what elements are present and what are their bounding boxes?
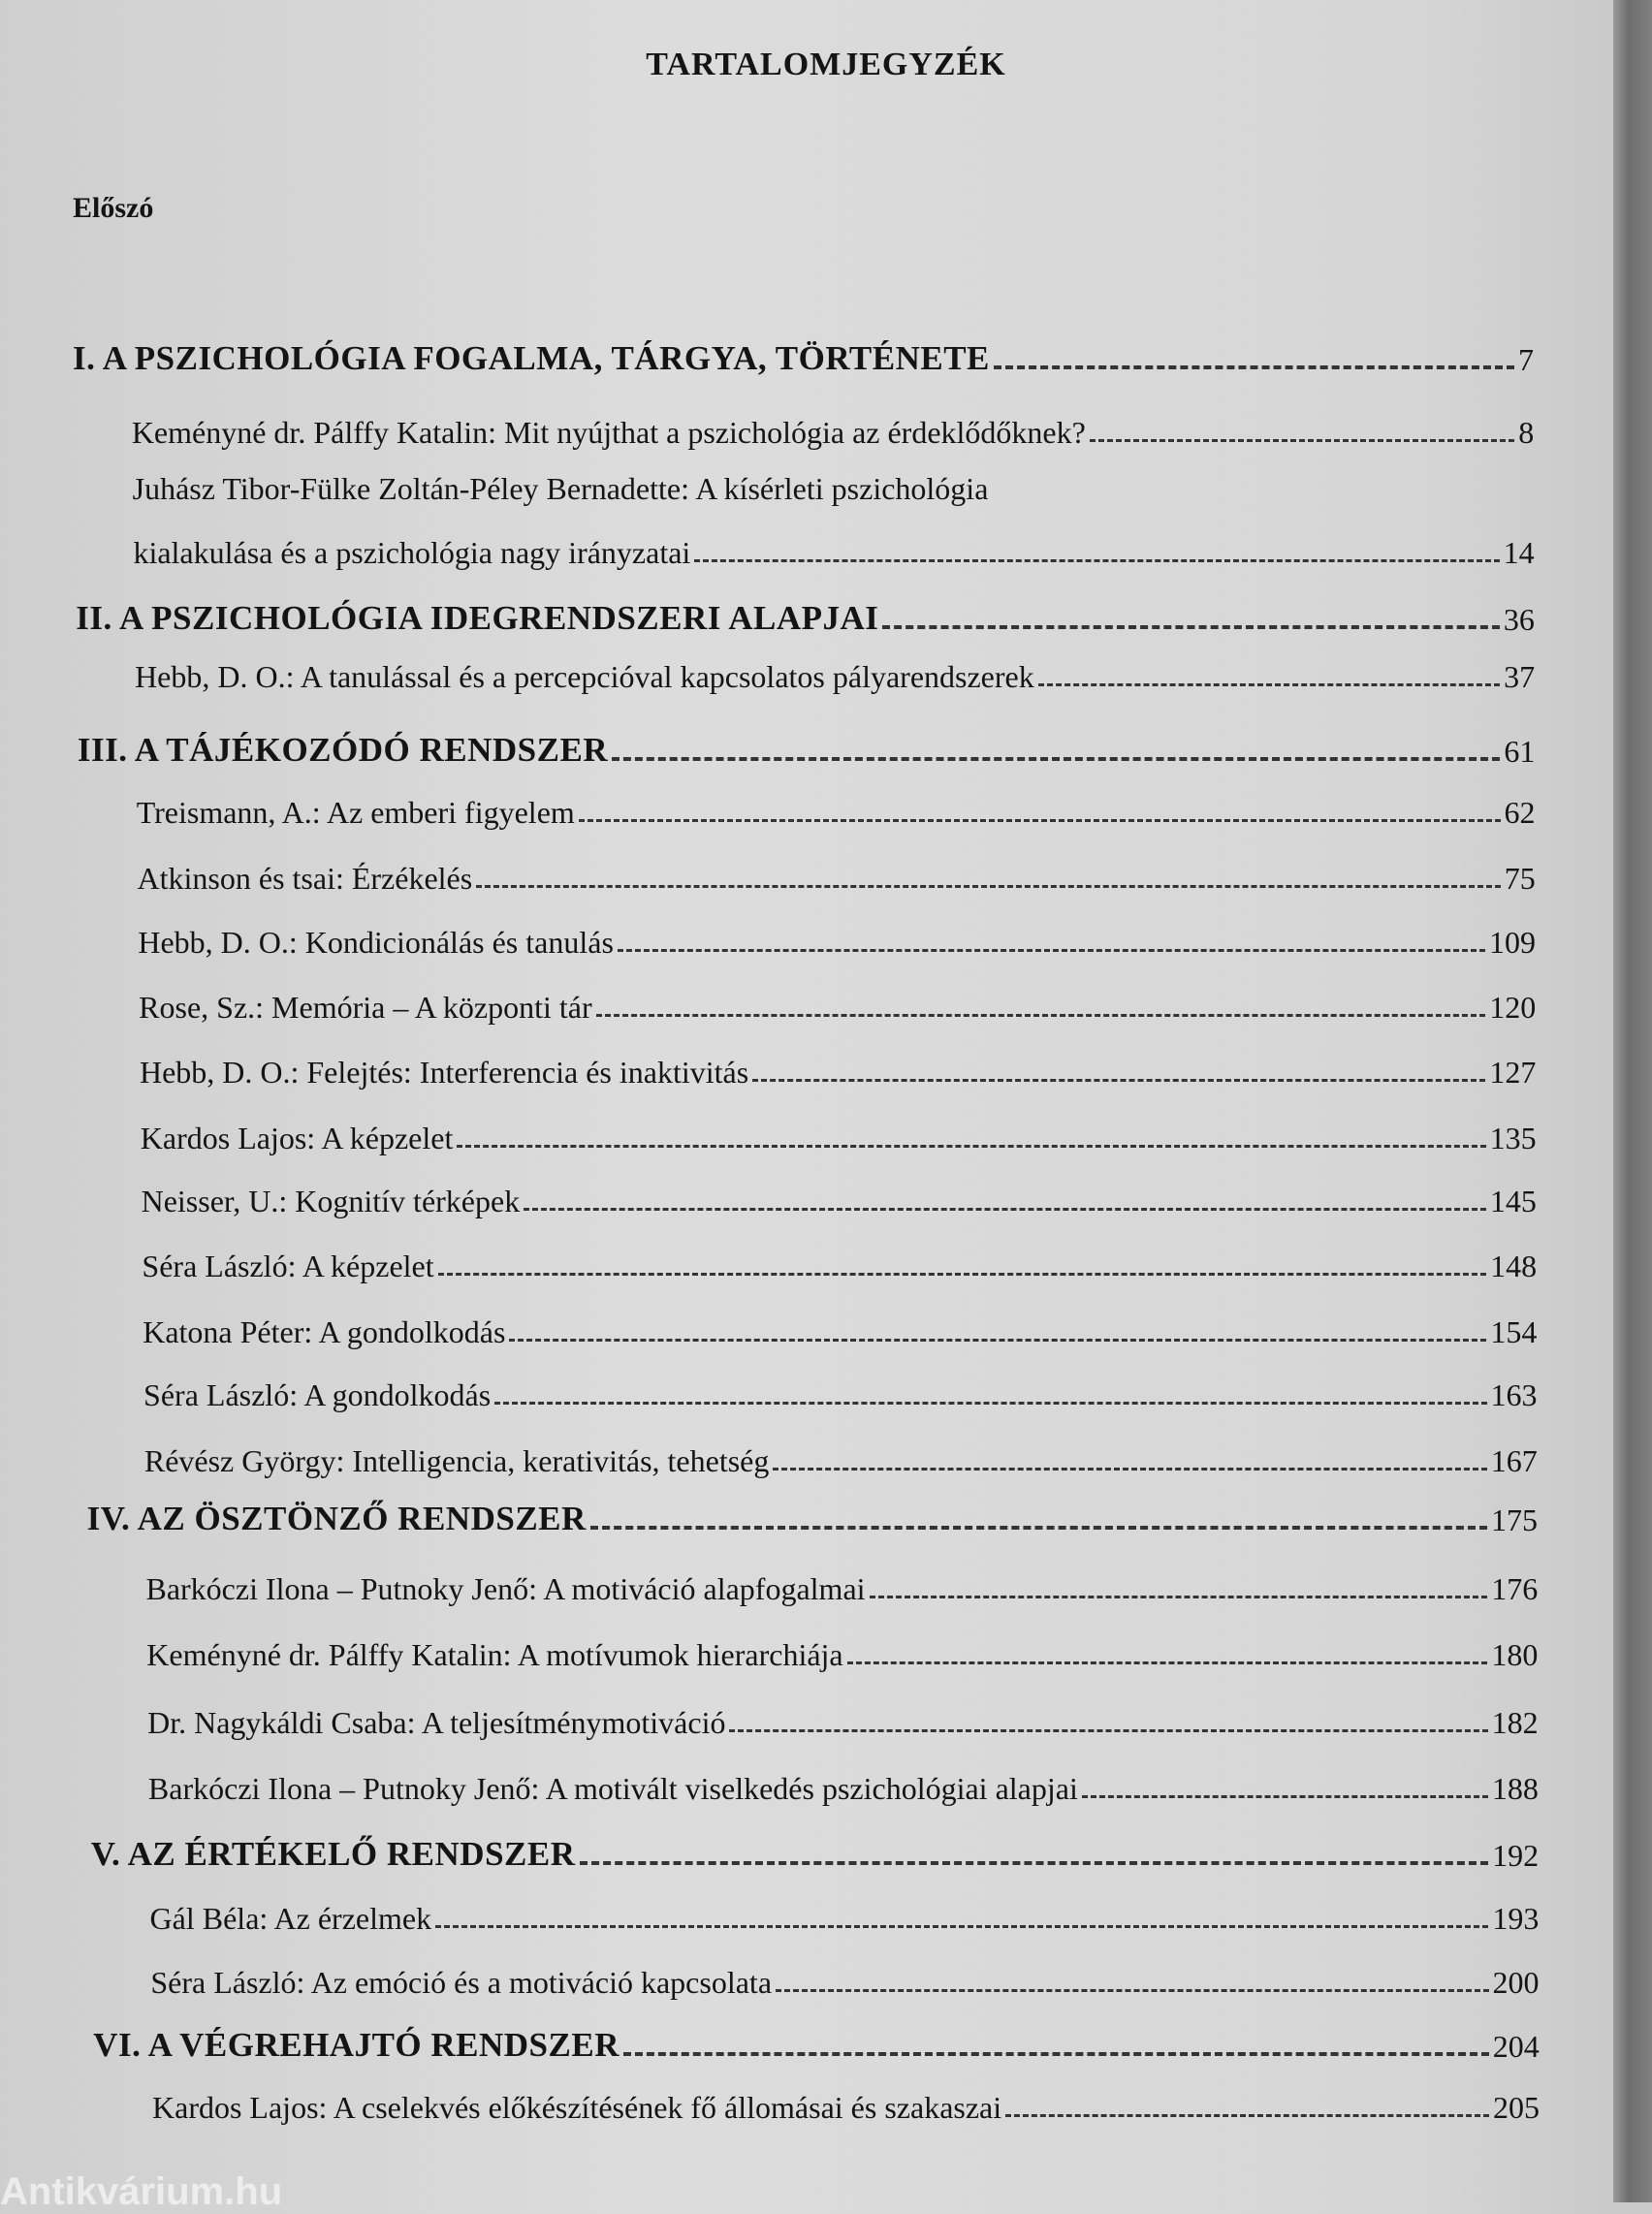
toc-entry xyxy=(141,1121,1537,1156)
page-title: TARTALOMJEGYZÉK xyxy=(646,47,1006,82)
page-number: 200 xyxy=(1492,1965,1540,2000)
watermark: Antikvárium.hu xyxy=(0,2170,283,2213)
dot-leader xyxy=(1090,439,1514,442)
page-number: 7 xyxy=(1518,342,1534,377)
toc-entry xyxy=(146,1637,1538,1673)
entry-title: IV. AZ ÖSZTÖNZŐ RENDSZER xyxy=(86,1500,587,1537)
page-number: 188 xyxy=(1491,1771,1539,1806)
dot-leader xyxy=(618,949,1485,952)
page-number: 192 xyxy=(1492,1838,1540,1873)
page-number: 163 xyxy=(1490,1377,1538,1412)
entry-title: I. A PSZICHOLÓGIA FOGALMA, TÁRGYA, TÖRTÉNETE xyxy=(73,339,990,377)
entry-title: Atkinson és tsai: Érzékelés xyxy=(137,861,473,896)
page-edge xyxy=(1613,0,1652,2202)
toc-entry xyxy=(133,535,1534,571)
toc-entry xyxy=(142,1184,1537,1219)
entry-title: Neisser, U.: Kognitív térképek xyxy=(141,1184,521,1218)
entry-title: III. A TÁJÉKOZÓDÓ RENDSZER xyxy=(77,731,609,769)
dot-leader xyxy=(509,1339,1486,1342)
dot-leader xyxy=(476,885,1501,888)
toc-entry xyxy=(138,925,1536,961)
entry-title: Séra László: Az emóció és a motiváció kapcsolata xyxy=(150,1965,773,2000)
entry-title: Treismann, A.: Az emberi figyelem xyxy=(136,795,575,830)
page-number: 127 xyxy=(1489,1055,1537,1090)
toc-entry xyxy=(135,659,1535,695)
dot-leader xyxy=(1005,2114,1489,2117)
page-number: 182 xyxy=(1491,1705,1539,1740)
entry-title: Hebb, D. O.: Felejtés: Interferencia és inaktivitás xyxy=(139,1055,749,1090)
dot-leader xyxy=(773,1468,1486,1471)
entry-title: Barkóczi Ilona – Putnoky Jenő: A motiváció alapfogalmai xyxy=(145,1571,866,1606)
entry-title: V. AZ ÉRTÉKELŐ RENDSZER xyxy=(90,1835,576,1873)
entry-title: Barkóczi Ilona – Putnoky Jenő: A motivált viselkedés pszichológiai alapjai xyxy=(147,1771,1078,1806)
dot-leader xyxy=(612,757,1500,761)
page-number: 205 xyxy=(1493,2090,1540,2125)
dot-leader xyxy=(580,1861,1489,1865)
entry-title: Keményné dr. Pálffy Katalin: A motívumok hierarchiája xyxy=(146,1637,843,1672)
page-number: 120 xyxy=(1489,990,1537,1025)
toc-entry xyxy=(145,1571,1538,1607)
dot-leader xyxy=(438,1273,1486,1276)
page-number: 204 xyxy=(1492,2029,1540,2064)
toc-entry xyxy=(137,795,1536,831)
page-number: 36 xyxy=(1503,602,1535,637)
page-number: 154 xyxy=(1490,1314,1538,1349)
toc-entry xyxy=(142,1249,1537,1284)
dot-leader xyxy=(776,1989,1489,1992)
dot-leader xyxy=(882,625,1499,629)
toc-entry xyxy=(143,1314,1537,1350)
entry-title: Keményné dr. Pálffy Katalin: Mit nyújthat a pszichológia az érdeklődőknek? xyxy=(131,415,1086,450)
entry-title: Kardos Lajos: A képzelet xyxy=(140,1121,454,1155)
toc-entry xyxy=(150,1965,1539,2001)
entry-title: Séra László: A gondolkodás xyxy=(143,1377,492,1412)
page-number: 193 xyxy=(1492,1901,1540,1936)
entry-title: Rose, Sz.: Memória – A központi tár xyxy=(139,990,592,1025)
toc-entry xyxy=(133,471,1535,507)
page-number: 75 xyxy=(1504,861,1536,896)
entry-title: Katona Péter: A gondolkodás xyxy=(143,1314,506,1349)
dot-leader xyxy=(524,1208,1486,1211)
dot-leader xyxy=(694,559,1499,562)
toc-entry xyxy=(147,1705,1539,1741)
toc-entry xyxy=(132,415,1534,451)
page-number: 14 xyxy=(1503,535,1535,570)
dot-leader xyxy=(435,1925,1488,1928)
toc-entry xyxy=(140,1055,1536,1091)
page-number: 8 xyxy=(1518,415,1535,450)
toc-entry xyxy=(148,1771,1539,1807)
toc-entry xyxy=(144,1443,1538,1479)
entry-title: Révész György: Intelligencia, kerativitás, tehetség xyxy=(143,1443,770,1478)
page-number: 180 xyxy=(1491,1637,1539,1672)
page-number: 148 xyxy=(1490,1249,1538,1283)
toc-entry xyxy=(152,2090,1540,2126)
dot-leader xyxy=(994,365,1514,369)
toc-section-heading xyxy=(73,339,1534,378)
dot-leader xyxy=(596,1014,1486,1017)
page-number: 61 xyxy=(1504,734,1536,769)
toc-entry xyxy=(138,861,1536,897)
dot-leader xyxy=(1038,683,1500,686)
dot-leader xyxy=(579,819,1501,822)
toc-entry xyxy=(139,990,1536,1026)
page-number: 145 xyxy=(1489,1184,1537,1218)
toc-section-heading xyxy=(93,2026,1540,2065)
toc-section-heading xyxy=(91,1835,1539,1874)
entry-title: Hebb, D. O.: Kondicionálás és tanulás xyxy=(138,925,614,960)
entry-title: kialakulása és a pszichológia nagy irányzatai xyxy=(133,535,691,570)
dot-leader xyxy=(623,2052,1489,2056)
dot-leader xyxy=(590,1526,1487,1530)
entry-title: Séra László: A képzelet xyxy=(142,1249,434,1283)
toc-section-heading xyxy=(87,1500,1538,1538)
dot-leader xyxy=(729,1729,1487,1732)
preface-entry: Előszó xyxy=(73,192,154,224)
entry-title: Juhász Tibor-Fülke Zoltán-Péley Bernadette: A kísérleti pszichológia xyxy=(132,471,989,506)
dot-leader xyxy=(457,1145,1485,1148)
entry-title: Dr. Nagykáldi Csaba: A teljesítménymotiváció xyxy=(147,1705,726,1740)
dot-leader xyxy=(752,1079,1485,1082)
entry-title: VI. A VÉGREHAJTÓ RENDSZER xyxy=(93,2026,620,2064)
dot-leader xyxy=(847,1661,1488,1664)
entry-title: Kardos Lajos: A cselekvés előkészítésének fő állomásai és szakaszai xyxy=(152,2090,1002,2125)
dot-leader xyxy=(870,1596,1488,1598)
toc-entry xyxy=(150,1901,1540,1937)
page-number: 62 xyxy=(1504,795,1536,830)
page-number: 167 xyxy=(1490,1443,1538,1478)
page-number: 109 xyxy=(1488,925,1536,960)
page-number: 37 xyxy=(1504,659,1536,694)
toc-section-heading xyxy=(78,731,1535,770)
page-number: 176 xyxy=(1491,1571,1539,1606)
entry-title: Hebb, D. O.: A tanulással és a percepcióval kapcsolatos pályarendszerek xyxy=(135,659,1034,694)
toc-section-heading xyxy=(76,599,1535,638)
dot-leader xyxy=(1082,1795,1488,1798)
page-number: 135 xyxy=(1489,1121,1537,1155)
entry-title: II. A PSZICHOLÓGIA IDEGRENDSZERI ALAPJAI xyxy=(76,599,879,637)
entry-title: Gál Béla: Az érzelmek xyxy=(149,1901,432,1936)
page-number: 175 xyxy=(1490,1502,1538,1537)
dot-leader xyxy=(494,1402,1486,1405)
toc-entry xyxy=(143,1377,1538,1413)
